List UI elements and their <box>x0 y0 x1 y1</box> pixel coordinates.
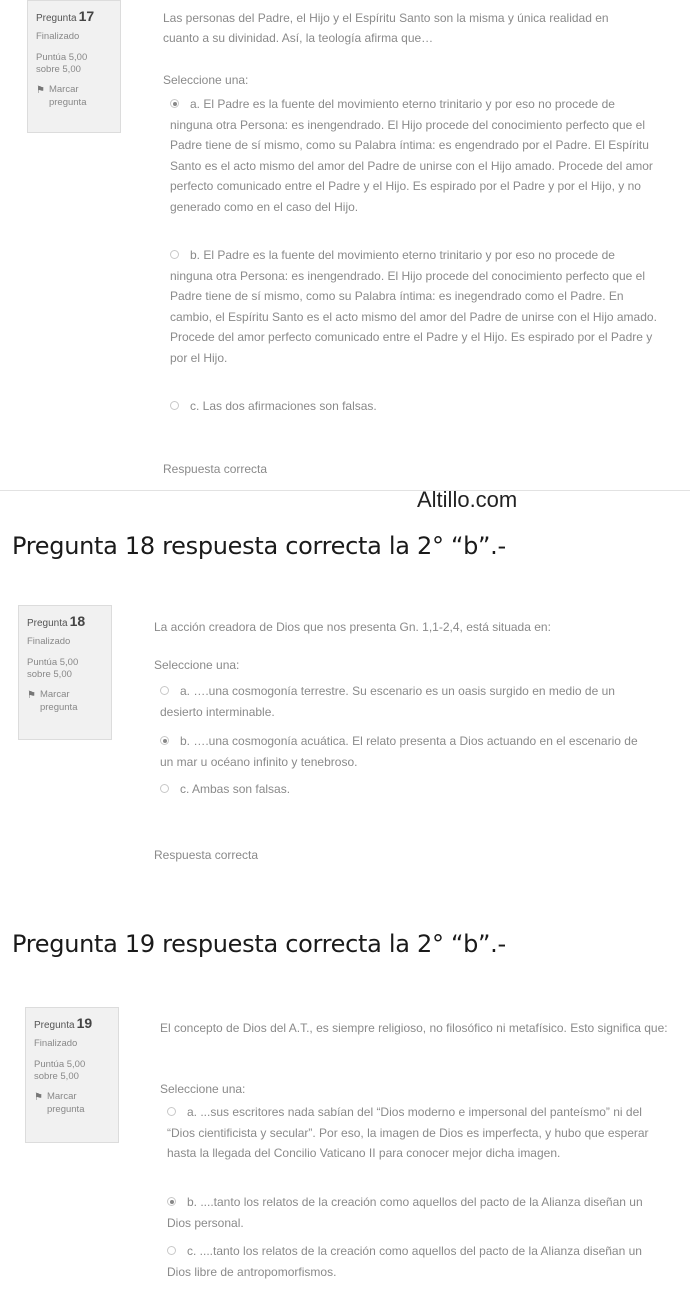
radio-button[interactable] <box>167 1107 176 1116</box>
watermark: Altillo.com <box>417 487 518 512</box>
answer-option-b[interactable] <box>167 1192 672 1233</box>
option-text: c. Ambas son falsas. <box>180 782 291 796</box>
answer-prompt: Seleccione una: <box>160 1082 246 1096</box>
radio-button[interactable] <box>170 99 179 108</box>
question-state: Finalizado <box>34 1038 78 1050</box>
question-state: Finalizado <box>36 31 80 43</box>
answer-heading: Pregunta 19 respuesta correcta la 2° “b”.- <box>12 930 506 958</box>
feedback-text: Respuesta correcta <box>163 462 268 476</box>
option-text: b. ….una cosmogonía acuática. El relato presenta a Dios actuando en el escenario de un mar u océano infinito y tenebroso. <box>160 734 638 769</box>
question-label: Pregunta <box>36 13 77 24</box>
answer-option-c[interactable] <box>167 1241 672 1282</box>
flag-question-link[interactable] <box>27 689 111 714</box>
option-text: b. El Padre es la fuente del movimiento eterno trinitario y por eso no procede de ninguna otra Persona: es inengendrado. El Hijo procede del conocimiento perfecto que el Padre tiene de sí mismo, como su Palabra íntima: es inegendrado como el Padre. En cambio, el Espíritu Santo es el acto mismo del amor del Padre de unirse con el Hijo amado. Procede del amor perfecto comunicado entre el Padre y el Hijo. Es espirado por el Padre y por el Hijo. <box>170 248 657 365</box>
flag-label: Marcar pregunta <box>46 1091 85 1115</box>
feedback-text: Respuesta correcta <box>154 848 259 862</box>
option-text: a. ….una cosmogonía terrestre. Su escenario es un oasis surgido en medio de un desierto interminable. <box>160 684 615 719</box>
question-label: Pregunta <box>34 1020 75 1031</box>
radio-button[interactable] <box>170 250 179 259</box>
option-text: b. ....tanto los relatos de la creación como aquellos del pacto de la Alianza diseñan un Dios personal. <box>167 1195 643 1230</box>
option-text: a. El Padre es la fuente del movimiento eterno trinitario y por eso no procede de ninguna otra Persona: es inengendrado. El Hijo procede del conocimiento perfecto que el Padre tiene de sí mismo, como su Palabra íntima: es engendrado por el Padre. El Espíritu Santo es el acto mismo del amor del Padre de unirse con el Hijo amado. Procede del amor perfecto comunicado entre el Padre y el Hijo. Es espirado por el Padre y por el Hijo, y no generado como en el caso del Hijo. <box>170 97 653 214</box>
answer-heading: Pregunta 18 respuesta correcta la 2° “b”.- <box>12 532 506 560</box>
radio-button[interactable] <box>160 784 169 793</box>
question-info-box <box>27 0 121 133</box>
question-text: Las personas del Padre, el Hijo y el Espíritu Santo son la misma y única realidad en cuanto a su divinidad. Así, la teología afirma que… <box>163 11 609 45</box>
question-text: El concepto de Dios del A.T., es siempre religioso, no filosófico ni metafísico. Esto significa que: <box>160 1021 668 1035</box>
option-text: c. Las dos afirmaciones son falsas. <box>190 399 377 413</box>
option-text: a. ...sus escritores nada sabían del “Dios moderno e impersonal del panteísmo” ni del “Dios cientificista y secular”. Por eso, la imagen de Dios es imperfecta, y hubo que esperar hasta la llegada del Concilio Vaticano II para conocer mejor dicha imagen. <box>167 1105 649 1160</box>
answer-option-b[interactable] <box>160 731 665 772</box>
answer-option-c[interactable] <box>170 396 675 417</box>
question-number: 17 <box>78 8 95 24</box>
radio-button[interactable] <box>167 1197 176 1206</box>
flag-icon: ⚑ <box>36 85 45 97</box>
question-info-box <box>18 605 112 740</box>
radio-button[interactable] <box>160 736 169 745</box>
radio-button[interactable] <box>167 1246 176 1255</box>
radio-button[interactable] <box>160 686 169 695</box>
radio-button[interactable] <box>170 401 179 410</box>
answer-option-a[interactable] <box>170 94 675 217</box>
answer-option-c[interactable] <box>160 779 665 800</box>
flag-icon: ⚑ <box>27 690 36 702</box>
question-state: Finalizado <box>27 636 71 648</box>
question-info-box <box>25 1007 119 1143</box>
flag-label: Marcar pregunta <box>39 689 78 713</box>
question-text: La acción creadora de Dios que nos presenta Gn. 1,1-2,4, está situada en: <box>154 620 551 634</box>
divider <box>0 490 690 491</box>
question-number: 18 <box>69 613 86 629</box>
question-label: Pregunta <box>27 618 68 629</box>
answer-option-b[interactable] <box>170 245 675 368</box>
answer-prompt: Seleccione una: <box>163 73 249 87</box>
option-text: c. ....tanto los relatos de la creación como aquellos del pacto de la Alianza diseñan un Dios libre de antropomorfismos. <box>167 1244 642 1279</box>
answer-option-a[interactable] <box>160 681 665 722</box>
flag-question-link[interactable] <box>36 84 120 109</box>
flag-label: Marcar pregunta <box>48 84 87 108</box>
question-grade: Puntúa 5,00 sobre 5,00 <box>36 51 88 76</box>
flag-icon: ⚑ <box>34 1092 43 1104</box>
question-number: 19 <box>76 1015 93 1031</box>
question-grade: Puntúa 5,00 sobre 5,00 <box>27 656 79 681</box>
question-grade: Puntúa 5,00 sobre 5,00 <box>34 1058 86 1083</box>
answer-option-a[interactable] <box>167 1102 672 1164</box>
answer-prompt: Seleccione una: <box>154 658 240 672</box>
flag-question-link[interactable] <box>34 1091 118 1116</box>
